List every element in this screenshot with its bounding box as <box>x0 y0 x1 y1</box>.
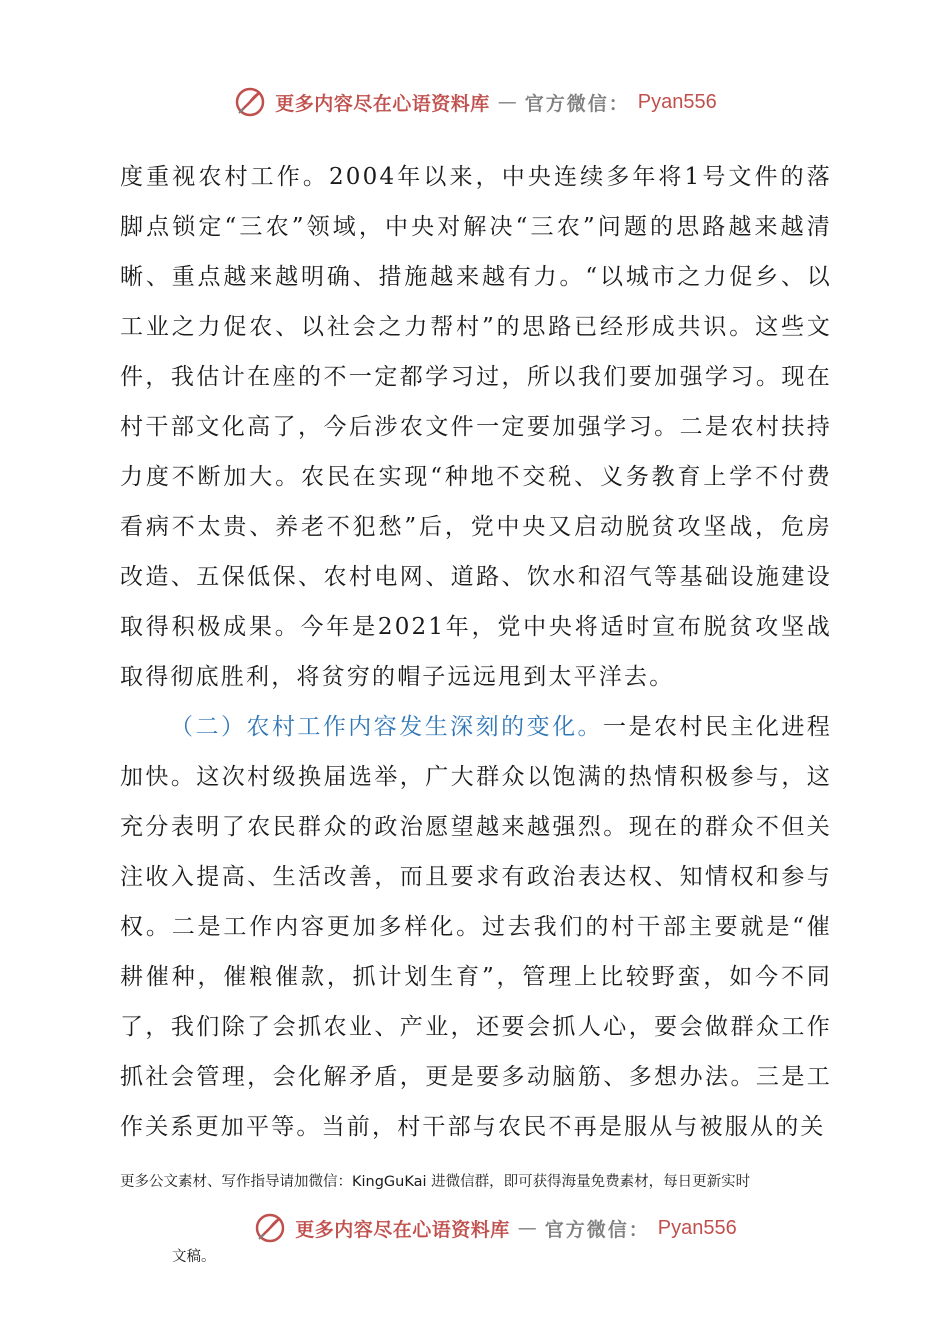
paragraph-2-text: 一是农村民主化进程加快。这次村级换届选举，广大群众以饱满的热情积极参与，这充分表明了农民群众的政治愿望越来越强烈。现在的群众不但关注收入提高、生活改善，而且要求有政治表达权、知情权和参与权。二是工作内容更加多样化。过去我们的村干部主要就是“催耕催种，催粮催款，抓计划生育”，管理上比较野蛮，如今不同了，我们除了会抓农业、产业，还要会抓人心，要会做群众工作抓社会管理，会化解矛盾，更是要多动脑筋、多想办法。三是工作关系更加平等。当前，村干部与农民不再是服从与被服从的关 <box>120 714 832 1140</box>
quill-logo-icon <box>233 85 267 119</box>
footer-note: 更多公文素材、写作指导请加微信：KingGuKai 进微信群，即可获得海量免费素材，每日更新实时 <box>120 1174 751 1190</box>
watermark-id: Pyan556 <box>637 90 717 113</box>
footer-note-continued: 文稿。 <box>172 1249 216 1265</box>
watermark-dash: — <box>517 1217 537 1239</box>
watermark-footer <box>20 1208 950 1248</box>
quill-logo-icon <box>253 1211 287 1245</box>
watermark-id: Pyan556 <box>657 1216 737 1239</box>
paragraph-1: 度重视农村工作。2004年以来，中央连续多年将1号文件的落脚点锁定“三农”领域，中央对解决“三农”问题的思路越来越清晰、重点越来越明确、措施越来越有力。“以城市之力促乡、以工业之力促农、以社会之力帮村”的思路已经形成共识。这些文件，我估计在座的不一定都学习过，所以我们要加强学习。现在村干部文化高了，今后涉农文件一定要加强学习。二是农村扶持力度不断加大。农民在实现“种地不交税、义务教育上学不付费看病不太贵、养老不犯愁”后，党中央又启动脱贫攻坚战，危房改造、五保低保、农村电网、道路、饮水和沼气等基础设施建设取得积极成果。今年是2021年，党中央将适时宣布脱贫攻坚战取得彻底胜利，将贫穷的帽子远远甩到太平洋去。 <box>120 164 832 690</box>
watermark-header <box>0 82 950 122</box>
watermark-dash: — <box>497 91 517 113</box>
document-body <box>120 152 832 1152</box>
paragraph-2 <box>120 702 832 1152</box>
section-heading: （二）农村工作内容发生深刻的变化。 <box>170 714 604 740</box>
watermark-label: 官方微信： <box>544 1218 650 1241</box>
watermark-label: 官方微信： <box>524 92 630 115</box>
watermark-title: 更多内容尽在心语资料库 <box>295 1218 510 1241</box>
watermark-title: 更多内容尽在心语资料库 <box>275 92 490 115</box>
